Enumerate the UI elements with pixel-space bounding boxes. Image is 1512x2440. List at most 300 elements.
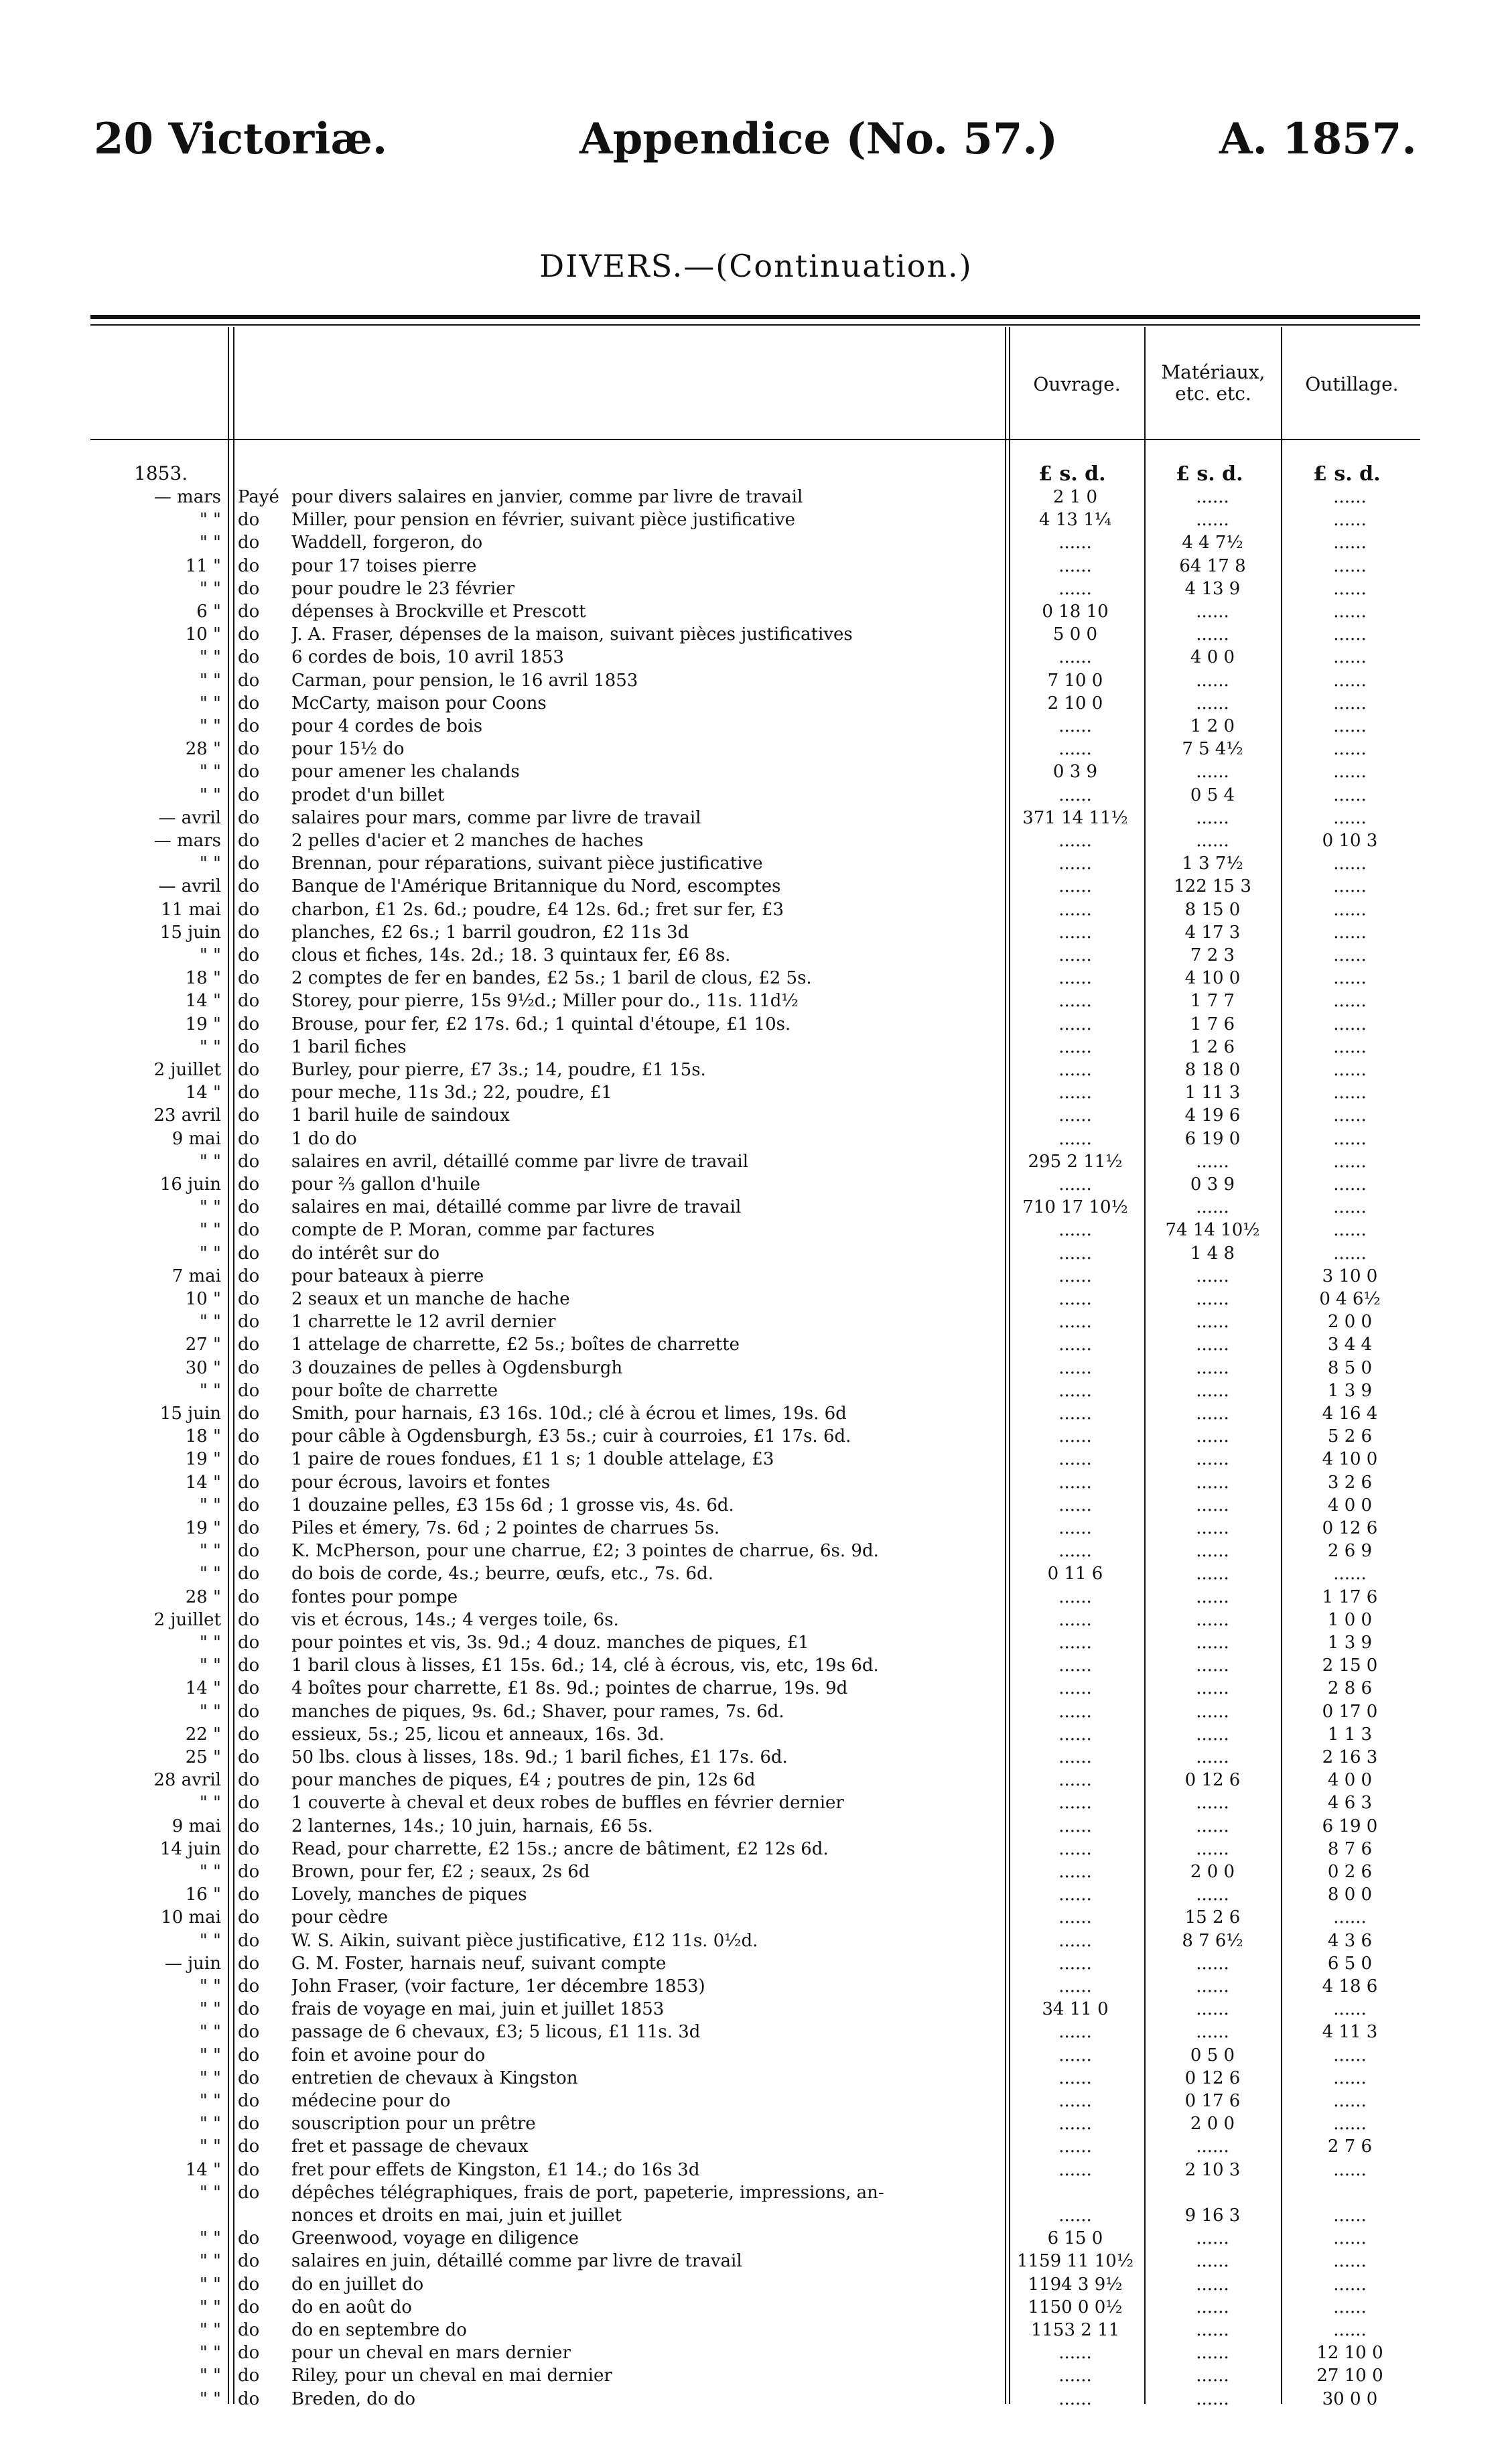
entry-description: Breden, do do bbox=[291, 2388, 416, 2409]
table-row bbox=[0, 531, 1512, 554]
amount-materiaux: ...... bbox=[1196, 1151, 1229, 1172]
amount-outillage: ...... bbox=[1333, 2228, 1367, 2249]
amount-ouvrage: ...... bbox=[1058, 1541, 1092, 1562]
amount-materiaux: 4 19 6 bbox=[1184, 1105, 1241, 1126]
entry-description: fontes pour pompe bbox=[291, 1586, 458, 1607]
entry-date: " " bbox=[199, 693, 221, 714]
entry-ditto: do bbox=[238, 831, 260, 851]
currency-header: £ s. d. bbox=[1038, 462, 1106, 486]
entry-description: passage de 6 chevaux, £3; 5 licous, £1 11s. 3d bbox=[291, 2022, 701, 2043]
entry-date: " " bbox=[199, 2274, 221, 2295]
amount-outillage: ...... bbox=[1333, 1128, 1367, 1149]
table-row bbox=[0, 898, 1512, 921]
section-subtitle: DIVERS.—(Continuation.) bbox=[539, 248, 973, 284]
amount-outillage: 30 0 0 bbox=[1322, 2388, 1378, 2409]
table-row bbox=[0, 2067, 1512, 2090]
amount-materiaux: 0 17 6 bbox=[1184, 2091, 1241, 2111]
entry-description: John Fraser, (voir facture, 1er décembre 1853) bbox=[291, 1976, 705, 1996]
table-row bbox=[0, 555, 1512, 578]
amount-materiaux: ...... bbox=[1196, 1289, 1229, 1309]
amount-ouvrage: ...... bbox=[1058, 647, 1092, 668]
entry-date: " " bbox=[199, 670, 221, 691]
table-row bbox=[0, 1700, 1512, 1723]
entry-description: do en juillet do bbox=[291, 2274, 424, 2295]
amount-materiaux: ...... bbox=[1196, 2022, 1229, 2043]
amount-ouvrage: 7 10 0 bbox=[1047, 670, 1103, 691]
amount-materiaux: ...... bbox=[1196, 1655, 1229, 1676]
amount-materiaux: ...... bbox=[1196, 2228, 1229, 2249]
entry-date: 19 " bbox=[185, 1449, 221, 1470]
entry-date: 15 juin bbox=[159, 922, 221, 943]
entry-date: " " bbox=[199, 578, 221, 599]
amount-outillage: ...... bbox=[1333, 693, 1367, 714]
entry-description: salaires en avril, détaillé comme par livre de travail bbox=[291, 1151, 749, 1172]
entry-ditto: do bbox=[238, 647, 260, 668]
amount-materiaux: 4 10 0 bbox=[1184, 968, 1241, 989]
entry-ditto: do bbox=[238, 2182, 260, 2203]
amount-outillage: ...... bbox=[1333, 785, 1367, 805]
entry-date: 18 " bbox=[185, 1426, 221, 1447]
entry-description: salaires pour mars, comme par livre de travail bbox=[291, 807, 701, 828]
amount-ouvrage: ...... bbox=[1058, 1495, 1092, 1515]
entry-ditto: do bbox=[238, 1885, 260, 1905]
amount-materiaux: ...... bbox=[1196, 510, 1229, 531]
amount-outillage: 8 7 6 bbox=[1327, 1838, 1373, 1859]
entry-ditto: do bbox=[238, 1747, 260, 1767]
entry-ditto: do bbox=[238, 1404, 260, 1424]
entry-date: 2 juillet bbox=[153, 1060, 221, 1080]
amount-ouvrage: ...... bbox=[1058, 1724, 1092, 1745]
table-row bbox=[0, 1906, 1512, 1929]
entry-ditto: do bbox=[238, 1541, 260, 1562]
amount-outillage: ...... bbox=[1333, 739, 1367, 760]
entry-description: G. M. Foster, harnais neuf, suivant compte bbox=[291, 1953, 667, 1974]
currency-header: £ s. d. bbox=[1176, 462, 1243, 486]
amount-outillage: ...... bbox=[1333, 2251, 1367, 2272]
amount-ouvrage: ...... bbox=[1058, 2091, 1092, 2111]
amount-outillage: 2 16 3 bbox=[1322, 1747, 1378, 1767]
table-row bbox=[0, 1517, 1512, 1540]
entry-ditto: do bbox=[238, 1036, 260, 1057]
amount-ouvrage: ...... bbox=[1058, 1243, 1092, 1264]
entry-ditto: do bbox=[238, 2388, 260, 2409]
entry-ditto: do bbox=[238, 1793, 260, 1814]
header-right: A. 1857. bbox=[1219, 114, 1417, 164]
amount-outillage: ...... bbox=[1333, 922, 1367, 943]
entry-ditto: do bbox=[238, 1701, 260, 1722]
entry-ditto: do bbox=[238, 1357, 260, 1378]
entry-ditto: do bbox=[238, 2297, 260, 2317]
table-row bbox=[0, 967, 1512, 990]
amount-ouvrage: ...... bbox=[1058, 533, 1092, 553]
entry-date: " " bbox=[199, 2297, 221, 2317]
amount-ouvrage: 371 14 11½ bbox=[1022, 807, 1128, 828]
entry-date: 9 mai bbox=[171, 1816, 221, 1836]
amount-outillage: ...... bbox=[1333, 876, 1367, 897]
amount-materiaux: ...... bbox=[1196, 487, 1229, 507]
amount-outillage: ...... bbox=[1333, 2091, 1367, 2111]
amount-outillage: 8 5 0 bbox=[1327, 1357, 1373, 1378]
amount-outillage: ...... bbox=[1333, 1174, 1367, 1195]
entry-description: K. McPherson, pour une charrue, £2; 3 pointes de charrue, 6s. 9d. bbox=[291, 1541, 879, 1562]
entry-date: " " bbox=[199, 1701, 221, 1722]
entry-description: 2 pelles d'acier et 2 manches de haches bbox=[291, 831, 644, 851]
amount-ouvrage: ...... bbox=[1058, 1380, 1092, 1401]
entry-date: " " bbox=[199, 2091, 221, 2111]
column-header-materiaux: Matériaux, etc. etc. bbox=[1161, 361, 1265, 405]
entry-ditto: do bbox=[238, 2251, 260, 2272]
table-row bbox=[0, 669, 1512, 692]
entry-ditto: do bbox=[238, 1518, 260, 1538]
entry-ditto: do bbox=[238, 2068, 260, 2088]
amount-ouvrage: ...... bbox=[1058, 1862, 1092, 1882]
entry-date: 16 juin bbox=[159, 1174, 221, 1195]
entry-description: fret pour effets de Kingston, £1 14.; do 16s 3d bbox=[291, 2159, 700, 2180]
entry-date: " " bbox=[199, 1036, 221, 1057]
column-header-ouvrage: Ouvrage. bbox=[1033, 373, 1121, 395]
entry-description: Brown, pour fer, £2 ; seaux, 2s 6d bbox=[291, 1862, 590, 1882]
table-row bbox=[0, 1860, 1512, 1883]
entry-description: pour poudre le 23 février bbox=[291, 578, 515, 599]
amount-outillage: 4 6 3 bbox=[1327, 1793, 1373, 1814]
entry-description: 1 do do bbox=[291, 1128, 357, 1149]
entry-date: " " bbox=[199, 1999, 221, 2020]
amount-materiaux: 2 0 0 bbox=[1190, 1862, 1235, 1882]
entry-date: — mars bbox=[153, 487, 221, 507]
entry-description: pour cèdre bbox=[291, 1907, 389, 1928]
amount-materiaux: ...... bbox=[1196, 1678, 1229, 1699]
entry-ditto: do bbox=[238, 602, 260, 622]
amount-materiaux: ...... bbox=[1196, 1541, 1229, 1562]
entry-description: 6 cordes de bois, 10 avril 1853 bbox=[291, 647, 564, 668]
entry-description: dépêches télégraphiques, frais de port, papeterie, impressions, an- bbox=[291, 2182, 884, 2203]
amount-outillage: ...... bbox=[1333, 945, 1367, 965]
entry-ditto: do bbox=[238, 1289, 260, 1309]
amount-materiaux: ...... bbox=[1196, 1586, 1229, 1607]
table-row bbox=[0, 1654, 1512, 1677]
entry-ditto: do bbox=[238, 899, 260, 920]
amount-outillage: ...... bbox=[1333, 2320, 1367, 2340]
amount-outillage: 6 19 0 bbox=[1322, 1816, 1378, 1836]
entry-ditto: do bbox=[238, 2022, 260, 2043]
table-row bbox=[0, 1288, 1512, 1310]
amount-outillage: 0 12 6 bbox=[1322, 1518, 1378, 1538]
amount-ouvrage: ...... bbox=[1058, 739, 1092, 760]
entry-date: " " bbox=[199, 945, 221, 965]
amount-outillage: ...... bbox=[1333, 1243, 1367, 1264]
table-row bbox=[0, 715, 1512, 738]
amount-outillage: 8 0 0 bbox=[1327, 1885, 1373, 1905]
amount-ouvrage: 0 3 9 bbox=[1052, 762, 1098, 783]
entry-date: " " bbox=[199, 2251, 221, 2272]
entry-ditto: do bbox=[238, 555, 260, 576]
amount-outillage: ...... bbox=[1333, 2297, 1367, 2317]
amount-materiaux: ...... bbox=[1196, 693, 1229, 714]
amount-outillage: 3 4 4 bbox=[1327, 1335, 1373, 1355]
amount-materiaux: 1 2 0 bbox=[1190, 716, 1235, 736]
amount-materiaux: 9 16 3 bbox=[1184, 2206, 1241, 2226]
amount-outillage: ...... bbox=[1333, 1105, 1367, 1126]
table-row bbox=[0, 623, 1512, 646]
table-row bbox=[0, 2364, 1512, 2387]
amount-materiaux: 4 0 0 bbox=[1190, 647, 1235, 668]
entry-ditto: do bbox=[238, 1907, 260, 1928]
entry-description: essieux, 5s.; 25, licou et anneaux, 16s. 3d. bbox=[291, 1724, 665, 1745]
amount-outillage: ...... bbox=[1333, 899, 1367, 920]
top-rule-thin bbox=[90, 324, 1420, 326]
amount-ouvrage: 1150 0 0½ bbox=[1028, 2297, 1123, 2317]
amount-ouvrage: ...... bbox=[1058, 945, 1092, 965]
table-row bbox=[0, 875, 1512, 898]
table-row bbox=[0, 2227, 1512, 2250]
entry-ditto: do bbox=[238, 1999, 260, 2020]
entry-ditto: do bbox=[238, 2366, 260, 2386]
table-row bbox=[0, 1998, 1512, 2021]
amount-ouvrage: ...... bbox=[1058, 2159, 1092, 2180]
amount-ouvrage: ...... bbox=[1058, 2388, 1092, 2409]
amount-materiaux: 7 2 3 bbox=[1190, 945, 1235, 965]
entry-ditto: do bbox=[238, 1838, 260, 1859]
table-row bbox=[0, 1242, 1512, 1265]
entry-description: foin et avoine pour do bbox=[291, 2045, 486, 2065]
currency-header: £ s. d. bbox=[1313, 462, 1381, 486]
entry-description: Brouse, pour fer, £2 17s. 6d.; 1 quintal d'étoupe, £1 10s. bbox=[291, 1014, 791, 1034]
entry-date: " " bbox=[199, 533, 221, 553]
amount-materiaux: ...... bbox=[1196, 1838, 1229, 1859]
amount-ouvrage: ...... bbox=[1058, 876, 1092, 897]
amount-ouvrage: ...... bbox=[1058, 1014, 1092, 1034]
amount-ouvrage: ...... bbox=[1058, 1976, 1092, 1996]
amount-materiaux: 0 3 9 bbox=[1190, 1174, 1235, 1195]
amount-outillage: 1 1 3 bbox=[1327, 1724, 1373, 1745]
entry-ditto: do bbox=[238, 1128, 260, 1149]
entry-date: " " bbox=[199, 2320, 221, 2340]
entry-ditto: Payé bbox=[238, 487, 279, 507]
table-row bbox=[0, 2112, 1512, 2135]
entry-ditto: do bbox=[238, 1174, 260, 1195]
amount-outillage: ...... bbox=[1333, 2068, 1367, 2088]
amount-outillage: 1 3 9 bbox=[1327, 1380, 1373, 1401]
table-row bbox=[0, 2159, 1512, 2181]
table-row bbox=[0, 2135, 1512, 2158]
entry-date: " " bbox=[199, 2114, 221, 2134]
entry-date: 19 " bbox=[185, 1014, 221, 1034]
amount-outillage: 27 10 0 bbox=[1316, 2366, 1383, 2386]
amount-materiaux: ...... bbox=[1196, 1335, 1229, 1355]
amount-materiaux: 0 12 6 bbox=[1184, 2068, 1241, 2088]
entry-description: 2 comptes de fer en bandes, £2 5s.; 1 baril de clous, £2 5s. bbox=[291, 968, 812, 989]
amount-ouvrage: ...... bbox=[1058, 1404, 1092, 1424]
entry-date: " " bbox=[199, 1862, 221, 1882]
entry-date: 14 " bbox=[185, 2159, 221, 2180]
table-row bbox=[0, 1425, 1512, 1448]
amount-materiaux: ...... bbox=[1196, 1449, 1229, 1470]
entry-description: Brennan, pour réparations, suivant pièce justificative bbox=[291, 854, 763, 874]
amount-materiaux: ...... bbox=[1196, 1724, 1229, 1745]
table-row bbox=[0, 486, 1512, 509]
table-row bbox=[0, 2296, 1512, 2319]
entry-date: 6 " bbox=[196, 602, 221, 622]
amount-outillage: 1 3 9 bbox=[1327, 1633, 1373, 1653]
amount-outillage: 12 10 0 bbox=[1316, 2343, 1383, 2364]
entry-date: 16 " bbox=[185, 1885, 221, 1905]
entry-description: manches de piques, 9s. 6d.; Shaver, pour rames, 7s. 6d. bbox=[291, 1701, 784, 1722]
table-row bbox=[0, 578, 1512, 600]
entry-ditto: do bbox=[238, 1816, 260, 1836]
entry-description: 4 boîtes pour charrette, £1 8s. 9d.; pointes de charrue, 19s. 9d bbox=[291, 1678, 848, 1699]
amount-outillage: 4 3 6 bbox=[1327, 1930, 1373, 1951]
entry-date: 2 juillet bbox=[153, 1609, 221, 1630]
entry-date: " " bbox=[199, 510, 221, 531]
table-row bbox=[0, 1952, 1512, 1975]
entry-description: 2 seaux et un manche de hache bbox=[291, 1289, 570, 1309]
amount-outillage: 4 10 0 bbox=[1322, 1449, 1378, 1470]
entry-date: 9 mai bbox=[171, 1128, 221, 1149]
entry-description: Miller, pour pension en février, suivant pièce justificative bbox=[291, 510, 795, 531]
header-center: Appendice (No. 57.) bbox=[579, 114, 1058, 164]
amount-ouvrage: ...... bbox=[1058, 2045, 1092, 2065]
entry-ditto: do bbox=[238, 1655, 260, 1676]
amount-ouvrage: ...... bbox=[1058, 991, 1092, 1012]
entry-description: 1 couverte à cheval et deux robes de buffles en février dernier bbox=[291, 1793, 844, 1814]
entry-description: do bois de corde, 4s.; beurre, œufs, etc., 7s. 6d. bbox=[291, 1564, 714, 1584]
amount-materiaux: 8 7 6½ bbox=[1182, 1930, 1243, 1951]
amount-outillage: ...... bbox=[1333, 2159, 1367, 2180]
amount-ouvrage: ...... bbox=[1058, 1266, 1092, 1286]
entry-date: " " bbox=[199, 2022, 221, 2043]
amount-materiaux: 1 11 3 bbox=[1184, 1083, 1241, 1103]
amount-outillage: 2 6 9 bbox=[1327, 1541, 1373, 1562]
entry-description: 1 baril fiches bbox=[291, 1036, 407, 1057]
top-rule-thick bbox=[90, 315, 1420, 319]
entry-ditto: do bbox=[238, 1083, 260, 1103]
amount-outillage: ...... bbox=[1333, 2206, 1367, 2226]
amount-ouvrage: 4 13 1¼ bbox=[1039, 510, 1111, 531]
amount-ouvrage: ...... bbox=[1058, 1036, 1092, 1057]
amount-ouvrage: ...... bbox=[1058, 1060, 1092, 1080]
entry-ditto: do bbox=[238, 2137, 260, 2157]
amount-ouvrage: ...... bbox=[1058, 854, 1092, 874]
entry-ditto: do bbox=[238, 991, 260, 1012]
amount-ouvrage: ...... bbox=[1058, 1885, 1092, 1905]
entry-ditto: do bbox=[238, 2320, 260, 2340]
entry-date: — avril bbox=[158, 807, 221, 828]
entry-date: 28 " bbox=[185, 1586, 221, 1607]
entry-description: pour câble à Ogdensburgh, £3 5s.; cuir à courroies, £1 17s. 6d. bbox=[291, 1426, 851, 1447]
entry-description: Lovely, manches de piques bbox=[291, 1885, 527, 1905]
entry-ditto: do bbox=[238, 2091, 260, 2111]
table-row bbox=[0, 1357, 1512, 1379]
table-row bbox=[0, 2044, 1512, 2067]
entry-ditto: do bbox=[238, 578, 260, 599]
amount-ouvrage: ...... bbox=[1058, 831, 1092, 851]
entry-ditto: do bbox=[238, 533, 260, 553]
entry-date: " " bbox=[199, 1220, 221, 1241]
amount-outillage: 4 0 0 bbox=[1327, 1495, 1373, 1515]
table-row bbox=[0, 2273, 1512, 2296]
table-row bbox=[0, 1883, 1512, 1906]
amount-outillage: ...... bbox=[1333, 647, 1367, 668]
entry-date: 28 " bbox=[185, 739, 221, 760]
entry-description: pour boîte de charrette bbox=[291, 1380, 498, 1401]
entry-date: " " bbox=[199, 2366, 221, 2386]
entry-description: charbon, £1 2s. 6d.; poudre, £4 12s. 6d.; fret sur fer, £3 bbox=[291, 899, 784, 920]
table-row bbox=[0, 829, 1512, 852]
entry-description: Banque de l'Amérique Britannique du Nord, escomptes bbox=[291, 876, 781, 897]
amount-ouvrage: ...... bbox=[1058, 1472, 1092, 1493]
amount-outillage: 2 0 0 bbox=[1327, 1312, 1373, 1333]
amount-materiaux: ...... bbox=[1196, 1609, 1229, 1630]
amount-ouvrage: ...... bbox=[1058, 1953, 1092, 1974]
table-row bbox=[0, 1265, 1512, 1288]
entry-date: 10 " bbox=[185, 624, 221, 645]
entry-date: " " bbox=[199, 2137, 221, 2157]
amount-ouvrage: ...... bbox=[1058, 2068, 1092, 2088]
entry-description: planches, £2 6s.; 1 barril goudron, £2 11s 3d bbox=[291, 922, 689, 943]
amount-ouvrage: ...... bbox=[1058, 2366, 1092, 2386]
entry-description: pour écrous, lavoirs et fontes bbox=[291, 1472, 551, 1493]
amount-materiaux: ...... bbox=[1196, 602, 1229, 622]
amount-ouvrage: 6 15 0 bbox=[1047, 2228, 1103, 2249]
entry-ditto: do bbox=[238, 1426, 260, 1447]
entry-ditto: do bbox=[238, 1197, 260, 1218]
amount-ouvrage: ...... bbox=[1058, 2343, 1092, 2364]
amount-ouvrage: ...... bbox=[1058, 968, 1092, 989]
amount-ouvrage: ...... bbox=[1058, 1907, 1092, 1928]
amount-ouvrage: ...... bbox=[1058, 1678, 1092, 1699]
amount-materiaux: ...... bbox=[1196, 762, 1229, 783]
amount-materiaux: ...... bbox=[1196, 2366, 1229, 2386]
entry-date: 14 " bbox=[185, 1472, 221, 1493]
table-row bbox=[0, 692, 1512, 715]
entry-date: 28 avril bbox=[153, 1770, 221, 1791]
amount-ouvrage: ...... bbox=[1058, 555, 1092, 576]
entry-description: clous et fiches, 14s. 2d.; 18. 3 quintaux fer, £6 8s. bbox=[291, 945, 731, 965]
entry-date: " " bbox=[199, 1243, 221, 1264]
amount-outillage: 4 0 0 bbox=[1327, 1770, 1373, 1791]
amount-outillage: 0 17 0 bbox=[1322, 1701, 1378, 1722]
entry-date: " " bbox=[199, 1976, 221, 1996]
entry-date: " " bbox=[199, 1495, 221, 1515]
entry-description: salaires en juin, détaillé comme par livre de travail bbox=[291, 2251, 742, 2272]
amount-materiaux: 1 3 7½ bbox=[1182, 854, 1243, 874]
amount-outillage: 3 10 0 bbox=[1322, 1266, 1378, 1286]
entry-description: Burley, pour pierre, £7 3s.; 14, poudre, £1 15s. bbox=[291, 1060, 706, 1080]
entry-description: 1 baril clous à lisses, £1 15s. 6d.; 14, clé à écrous, vis, etc, 19s 6d. bbox=[291, 1655, 879, 1676]
table-row bbox=[0, 1769, 1512, 1791]
entry-ditto: do bbox=[238, 1335, 260, 1355]
table-row bbox=[0, 807, 1512, 829]
amount-materiaux: ...... bbox=[1196, 1404, 1229, 1424]
amount-outillage: 0 10 3 bbox=[1322, 831, 1378, 851]
amount-ouvrage: ...... bbox=[1058, 1586, 1092, 1607]
entry-description: 1 douzaine pelles, £3 15s 6d ; 1 grosse vis, 4s. 6d. bbox=[291, 1495, 734, 1515]
amount-ouvrage: ...... bbox=[1058, 1747, 1092, 1767]
amount-materiaux: ...... bbox=[1196, 1976, 1229, 1996]
amount-ouvrage: 0 18 10 bbox=[1042, 602, 1109, 622]
year-label: 1853. bbox=[134, 462, 188, 484]
entry-ditto: do bbox=[238, 762, 260, 783]
amount-materiaux: ...... bbox=[1196, 1999, 1229, 2020]
amount-materiaux: ...... bbox=[1196, 1495, 1229, 1515]
table-row bbox=[0, 2388, 1512, 2411]
entry-ditto: do bbox=[238, 2228, 260, 2249]
table-row bbox=[0, 509, 1512, 531]
entry-ditto: do bbox=[238, 1220, 260, 1241]
entry-ditto: do bbox=[238, 1014, 260, 1034]
entry-description: pour bateaux à pierre bbox=[291, 1266, 484, 1286]
table-row bbox=[0, 2319, 1512, 2342]
